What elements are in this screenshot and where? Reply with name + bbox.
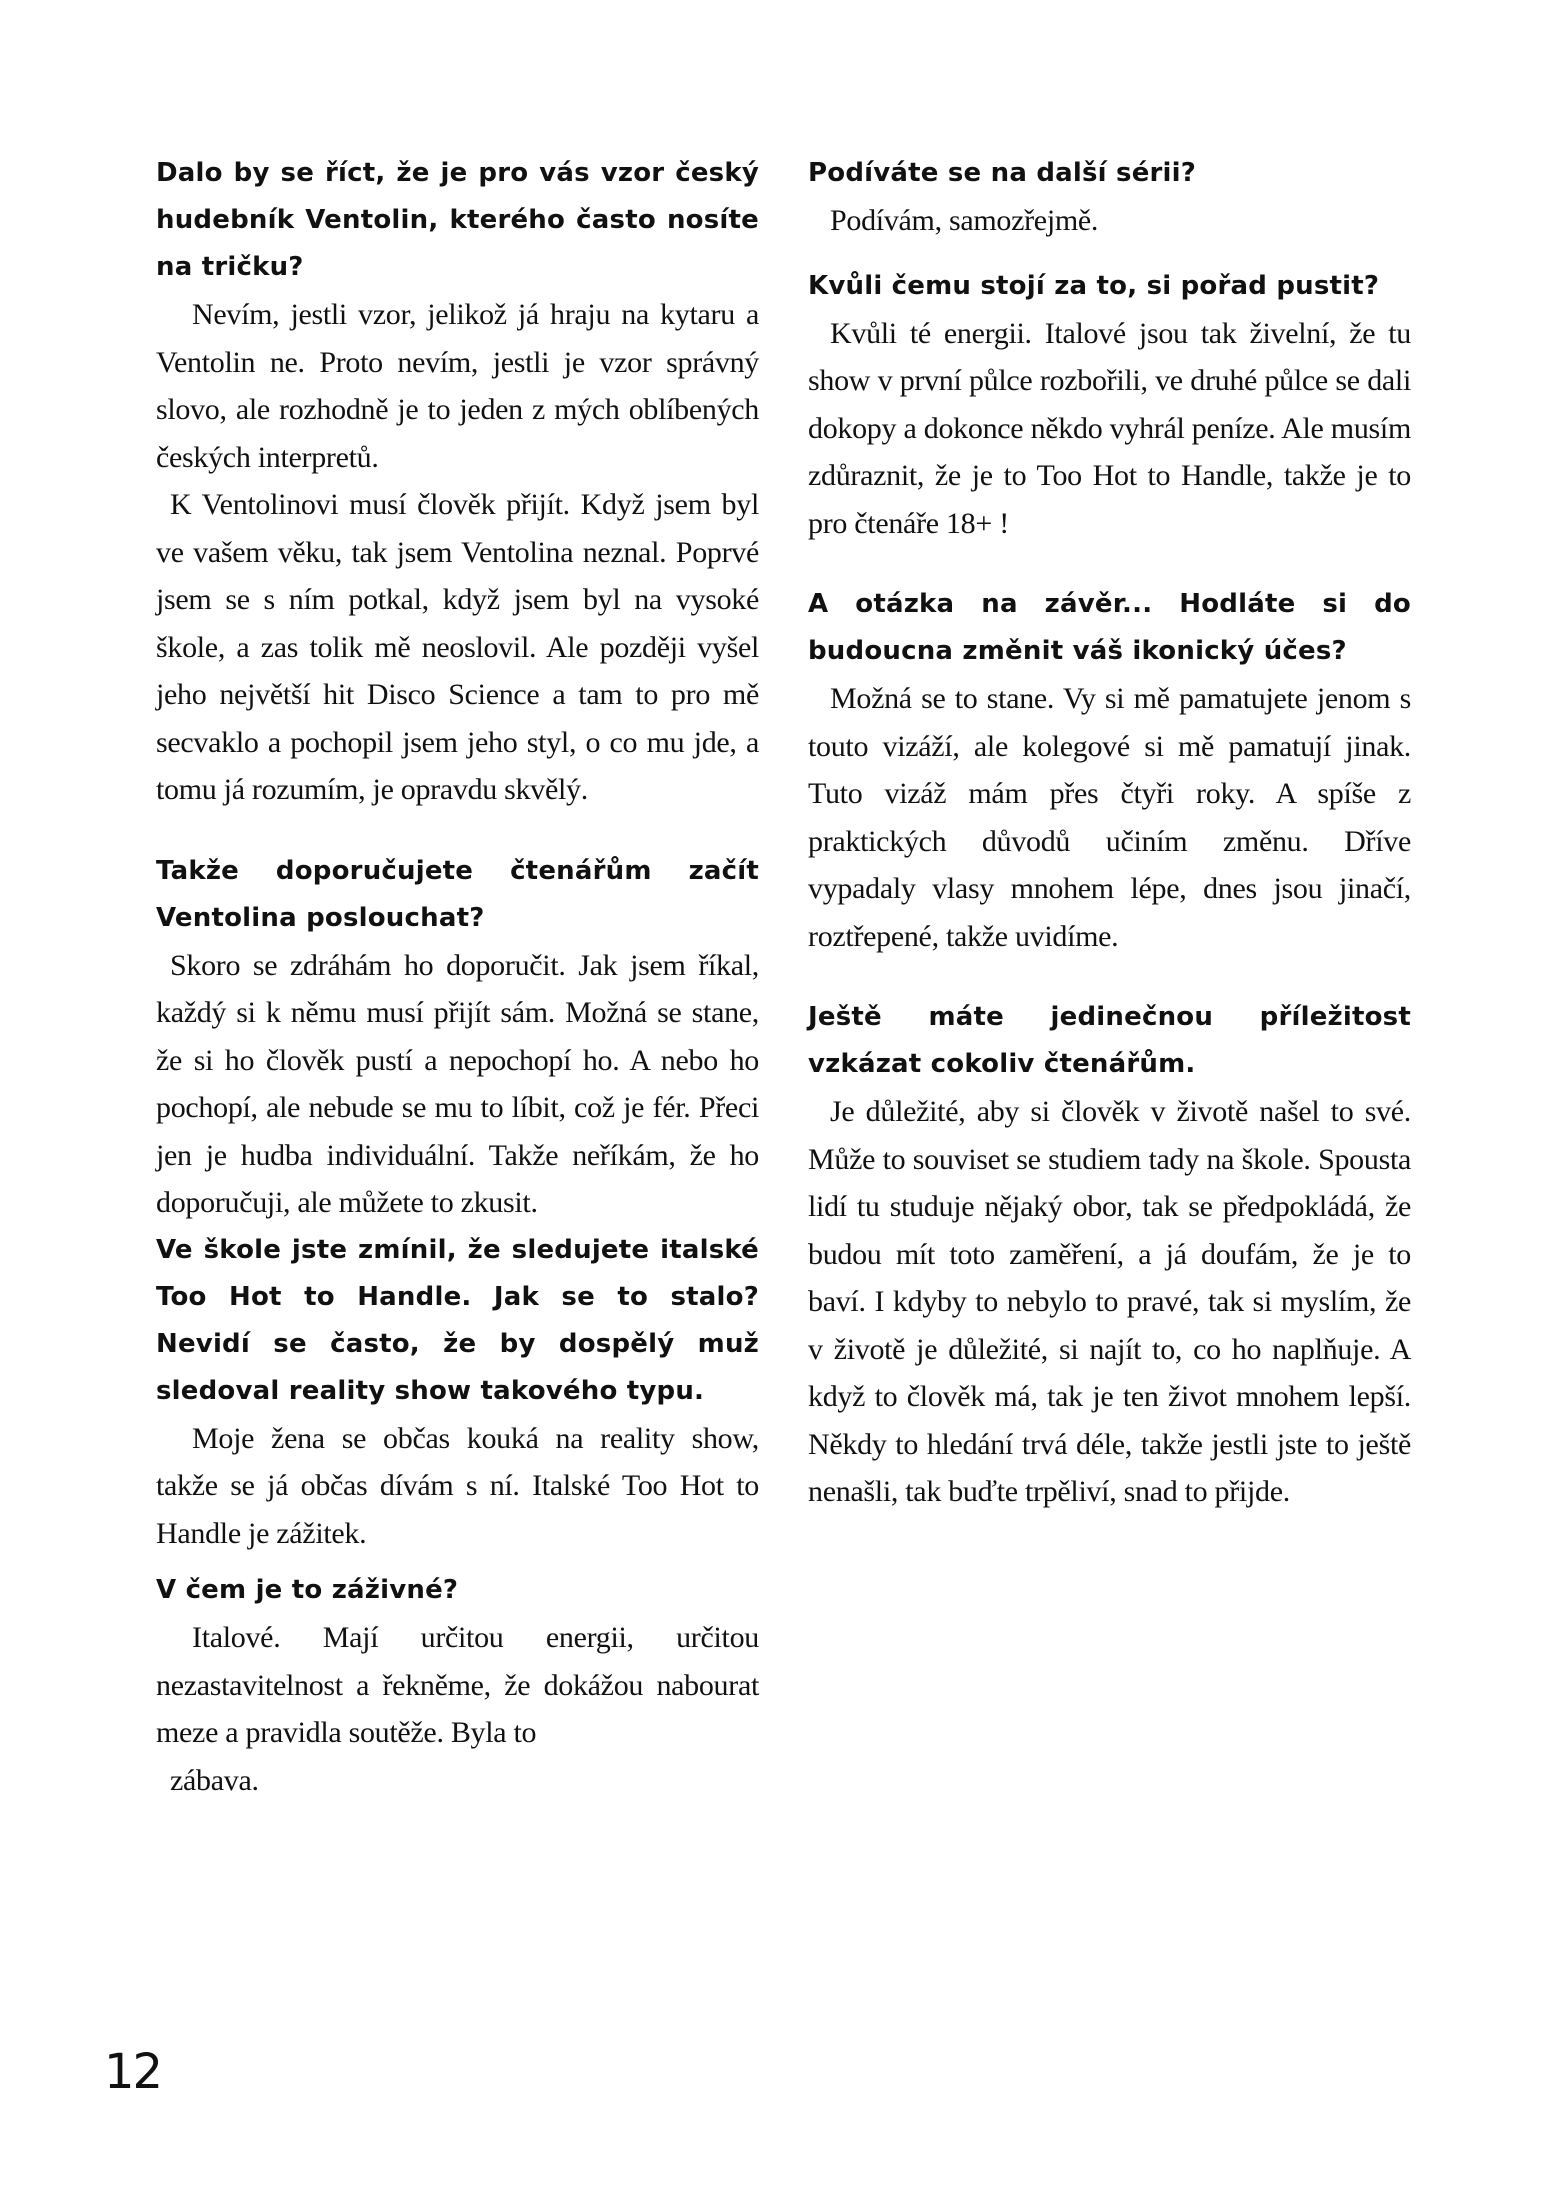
interview-answer: Kvůli té energii. Italové jsou tak živelní, že tu show v první půlce rozbořili, ve druhé půlce se dali dokopy a dokonce někdo vyhrál peníze. Ale musím zdůraznit, že je to Too Hot to Handle, takže je to pro čtenáře 18+ ! bbox=[808, 316, 1411, 540]
interview-answer: Skoro se zdráhám ho doporučit. Jak jsem říkal, každý si k němu musí přijít sám. Možná se stane, že si ho člověk pustí a nepochopí ho. A nebo ho pochopí, ale nebude se mu to líbit, což je fér. Přeci jen je hudba individuální. Takže neříkám, že ho doporučuji, ale můžete to zkusit. bbox=[156, 948, 759, 1219]
interview-answer: K Ventolinovi musí člověk přijít. Když jsem byl ve vašem věku, tak jsem Ventolina neznal. Poprvé jsem se s ním potkal, když jsem byl na vysoké škole, a zas tolik mě neoslovil. Ale později vyšel jeho největší hit Disco Science a tam to pro mě secvaklo a pochopil jsem jeho styl, o co mu jde, a tomu já rozumím, je opravdu skvělý. bbox=[156, 488, 759, 806]
interview-answer: Podívám, samozřejmě. bbox=[830, 204, 1099, 237]
interview-question: A otázka na závěr... Hodláte si do budoucna změnit váš ikonický účes? bbox=[808, 589, 1411, 666]
right-column bbox=[808, 150, 1411, 1516]
left-column bbox=[156, 150, 759, 1804]
interview-answer: Možná se to stane. Vy si mě pamatujete jenom s touto vizáží, ale kolegové si mě pamatují jinak. Tuto vizáž mám přes čtyři roky. A spíše z praktických důvodů učiním změnu. Dříve vypadaly vlasy mnohem lépe, dnes jsou jinačí, roztřepené, takže uvidíme. bbox=[808, 682, 1411, 953]
interview-answer: Je důležité, aby si člověk v životě našel to své. Může to souviset se studiem tady na škole. Spousta lidí tu studuje nějaký obor, tak se předpokládá, že budou mít toto zaměření, a já doufám, že je to baví. I kdyby to nebylo to pravé, tak si myslím, že v životě je důležité, si najít to, co ho naplňuje. A když to člověk má, tak je ten život mnohem lepší. Někdy to hledání trvá déle, takže jestli jste to ještě nenašli, tak buďte trpěliví, snad to přijde. bbox=[808, 1095, 1411, 1508]
interview-question: V čem je to záživné? bbox=[156, 1575, 459, 1605]
interview-question: Podíváte se na další sérii? bbox=[808, 158, 1197, 188]
interview-question: Kvůli čemu stojí za to, si pořad pustit? bbox=[808, 270, 1380, 301]
interview-answer: Nevím, jestli vzor, jelikož já hraju na kytaru a Ventolin ne. Proto nevím, jestli je vzor správný slovo, ale rozhodně je to jeden z mých oblíbených českých interpretů. bbox=[156, 298, 759, 474]
interview-question: Dalo by se říct, že je pro vás vzor český hudebník Ventolin, kterého často nosíte na tričku? bbox=[156, 158, 759, 282]
page-number: 12 bbox=[104, 2044, 162, 2100]
interview-question: Ještě máte jedinečnou příležitost vzkázat cokoliv čtenářům. bbox=[808, 1002, 1411, 1079]
interview-answer: zábava. bbox=[170, 1763, 259, 1797]
interview-question: Ve škole jste zmínil, že sledujete italské Too Hot to Handle. Jak se to stalo? Nevidí se často, že by dospělý muž sledoval reality show takového typu. bbox=[156, 1234, 759, 1406]
interview-question: Takže doporučujete čtenářům začít Ventolina poslouchat? bbox=[156, 855, 759, 933]
interview-answer: Italové. Mají určitou energii, určitou nezastavitelnost a řekněme, že dokážou nabourat meze a pravidla soutěže. Byla to bbox=[156, 1621, 759, 1749]
interview-answer: Moje žena se občas kouká na reality show, takže se já občas dívám s ní. Italské Too Hot to Handle je zážitek. bbox=[156, 1421, 759, 1550]
